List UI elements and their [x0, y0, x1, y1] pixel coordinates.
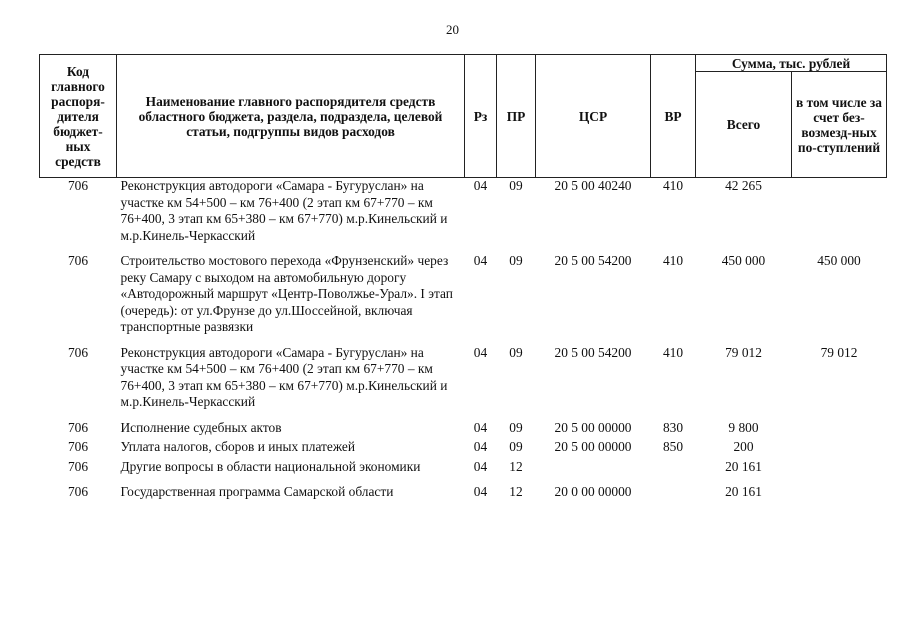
row-total: 20 161: [725, 458, 762, 474]
row-name: Другие вопросы в области национальной экономики: [120, 458, 421, 474]
row-incl: [792, 178, 887, 254]
row-incl: [792, 439, 887, 459]
row-total: 9 800: [728, 419, 759, 435]
row-code: 706: [67, 458, 89, 474]
row-total: 200: [733, 439, 754, 454]
row-vr: [651, 459, 696, 485]
table-row: [40, 253, 887, 345]
row-name: Строительство мостового перехода «Фрунзенский» через реку Самару с выходом на автомобильную дорогу «Автодорожный маршрут «Центр-Поволжье-Урал». I этап (очередь): от ул.Фрунзе до ул.Шоссейной, включая транспортные развязки: [120, 253, 453, 334]
row-total: 79 012: [725, 344, 762, 360]
row-incl: [792, 420, 887, 440]
row-name: Государственная программа Самарской области: [120, 484, 394, 499]
row-name: Реконструкция автодороги «Самара - Бугуруслан» на участке км 54+500 – км 76+400 (2 этап км 67+770 – км 76+400, 3 этап км 65+380 – км 67+770) м.р.Кинельский и м.р.Кинель-Черкасский: [120, 178, 448, 243]
row-rz: 04: [473, 484, 488, 499]
row-total: 42 265: [725, 178, 762, 193]
row-name: Уплата налогов, сборов и иных платежей: [120, 439, 356, 454]
row-csr: 20 0 00 00000: [554, 484, 632, 499]
col-sum-group-header: Сумма, тыс. рублей: [696, 55, 887, 72]
row-name: Реконструкция автодороги «Самара - Бугуруслан» на участке км 54+500 – км 76+400 (2 этап км 67+770 – км 76+400, 3 этап км 65+380 – км 67+770) м.р.Кинельский и м.р.Кинель-Черкасский: [120, 344, 448, 409]
row-pr: 12: [509, 484, 523, 499]
col-code-header: Код главного распоря-дителя бюджет-ных средств: [40, 55, 117, 178]
row-csr: 20 5 00 40240: [554, 178, 632, 193]
row-total: 20 161: [725, 484, 762, 499]
row-vr: 410: [662, 253, 684, 268]
budget-table: [39, 54, 887, 504]
row-rz: 04: [473, 439, 488, 454]
row-vr: [651, 484, 696, 504]
page-number: 20: [446, 22, 459, 37]
row-pr: 09: [509, 253, 523, 268]
row-code: 706: [67, 439, 89, 454]
col-incl-header: в том числе за счет без-возмезд-ных по-ступлений: [792, 72, 887, 178]
row-rz: 04: [473, 458, 488, 474]
col-csr-header: ЦСР: [536, 55, 651, 178]
row-incl: 79 012: [820, 344, 858, 360]
row-rz: 04: [473, 178, 488, 193]
col-vr-header: ВР: [651, 55, 696, 178]
row-code: 706: [67, 344, 89, 360]
row-total: 450 000: [721, 253, 766, 268]
table-header: [40, 55, 887, 178]
row-name: Исполнение судебных актов: [120, 419, 282, 435]
row-pr: 09: [509, 419, 523, 435]
row-csr: 20 5 00 54200: [554, 253, 632, 268]
row-vr: 850: [662, 439, 684, 454]
row-vr: 830: [662, 419, 684, 435]
row-csr: 20 5 00 00000: [554, 419, 632, 435]
row-incl: [792, 459, 887, 485]
table-row: [40, 420, 887, 440]
row-csr: [536, 459, 651, 485]
col-pr-header: ПР: [497, 55, 536, 178]
row-rz: 04: [473, 344, 488, 360]
table-row: [40, 345, 887, 420]
table-row: [40, 178, 887, 254]
row-code: 706: [67, 253, 89, 268]
row-pr: 09: [509, 178, 523, 193]
row-incl: 450 000: [817, 253, 861, 268]
row-vr: 410: [662, 178, 684, 193]
col-total-header: Всего: [696, 72, 792, 178]
table-row: [40, 459, 887, 485]
row-pr: 09: [509, 439, 523, 454]
row-rz: 04: [473, 253, 488, 268]
table-row: [40, 484, 887, 504]
row-csr: 20 5 00 54200: [554, 344, 632, 360]
row-incl: [792, 484, 887, 504]
row-pr: 12: [509, 458, 523, 474]
row-code: 706: [67, 419, 89, 435]
row-code: 706: [67, 484, 89, 499]
row-vr: 410: [662, 344, 684, 360]
row-pr: 09: [509, 344, 523, 360]
table-body: [40, 178, 887, 504]
row-code: 706: [67, 178, 89, 193]
table-row: [40, 439, 887, 459]
row-csr: 20 5 00 00000: [554, 439, 632, 454]
col-rz-header: Рз: [465, 55, 497, 178]
row-rz: 04: [473, 419, 488, 435]
col-name-header: Наименование главного распорядителя средств областного бюджета, раздела, подраздела, целевой статьи, подгруппы видов расходов: [117, 55, 465, 178]
